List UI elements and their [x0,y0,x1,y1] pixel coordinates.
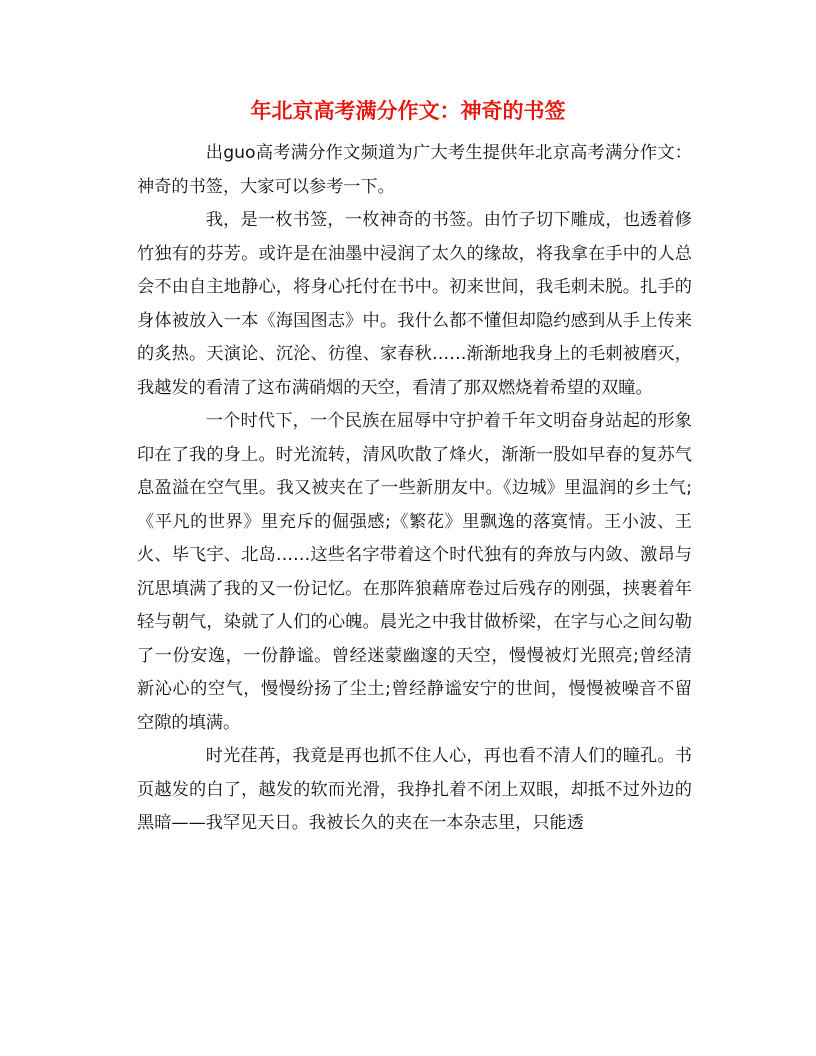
article-body [137,137,692,841]
document-title: 年北京高考满分作文：神奇的书签 [250,98,566,123]
paragraph-era: 一个时代下，一个民族在屈辱中守护着千年文明奋身站起的形象印在了我的身上。时光流转，清风吹散了烽火，渐渐一股如早春的复苏气息盈溢在空气里。我又被夹在了一些新朋友中。《边城》里温润的乡土气;《平凡的世界》里充斥的倔强感;《繁花》里飘逸的落寞情。王小波、王火、毕飞宇、北岛……这些名字带着这个时代独有的奔放与内敛、激昂与沉思填满了我的又一份记忆。在那阵狼藉席卷过后残存的刚强，挟裹着年轻与朝气，染就了人们的心魄。晨光之中我甘做桥梁，在字与心之间勾勒了一份安逸，一份静谧。曾经迷蒙幽邃的天空，慢慢被灯光照亮;曾经清新沁心的空气，慢慢纷扬了尘土;曾经静谧安宁的世间，慢慢被噪音不留空隙的填满。 [137,411,692,733]
paragraph-bookmark-origin: 我，是一枚书签，一枚神奇的书签。由竹子切下雕成，也透着修竹独有的芬芳。或许是在油墨中浸润了太久的缘故，将我拿在手中的人总会不由自主地静心，将身心托付在书中。初来世间，我毛刺未脱。扎手的身体被放入一本《海国图志》中。我什么都不懂但却隐约感到从手上传来的炙热。天演论、沉沦、彷徨、家春秋……渐渐地我身上的毛刺被磨灭，我越发的看清了这布满硝烟的天空，看清了那双燃烧着希望的双瞳。 [137,210,692,398]
paragraph-intro: 出guo高考满分作文频道为广大考生提供年北京高考满分作文：神奇的书签，大家可以参考一下。 [137,143,692,197]
paragraph-time-passes: 时光荏苒，我竟是再也抓不住人心，再也看不清人们的瞳孔。书页越发的白了，越发的软而光滑，我挣扎着不闭上双眼，却抵不过外边的黑暗——我罕见天日。我被长久的夹在一本杂志里，只能透 [137,746,692,833]
